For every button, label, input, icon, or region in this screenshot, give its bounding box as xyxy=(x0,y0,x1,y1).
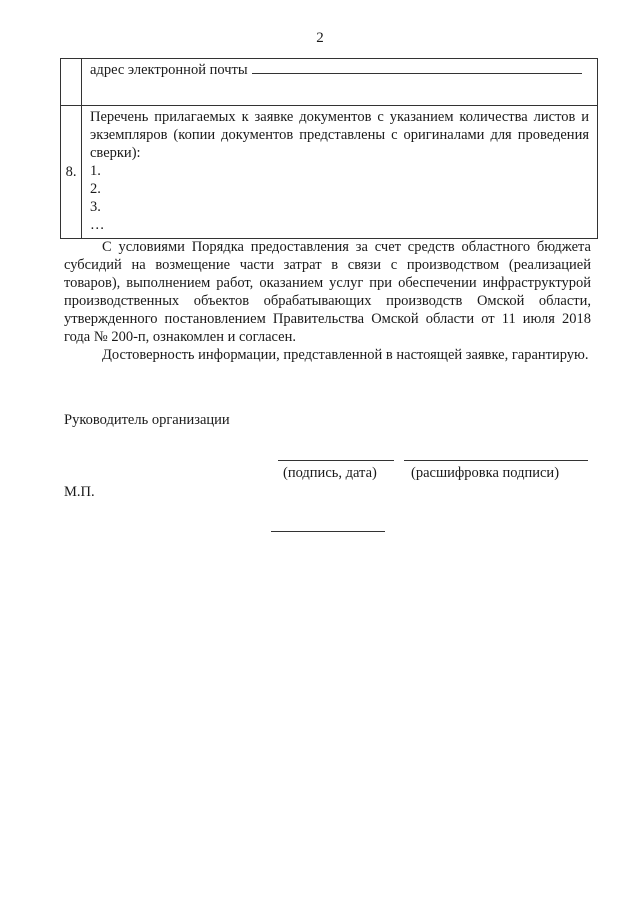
documents-row xyxy=(61,106,598,239)
row-number-cell xyxy=(61,59,82,106)
stamp-label: М.П. xyxy=(64,484,95,500)
consent-text: С условиями Порядка предоставления за счет средств областного бюджета субсидий на возмещение части затрат в связи с производством (реализацией товаров), выполнением работ, оказанием услуг при обеспечении инфраструктурой производственных объектов обрабатывающих производств Омской области, утвержденного постановлением Правительства Омской области от 11 июля 2018 года № 200-п, ознакомлен и согласен. xyxy=(64,239,591,345)
row-number-8: 8. xyxy=(61,106,82,239)
decoding-line xyxy=(404,460,588,461)
email-fill-line xyxy=(252,61,582,74)
head-of-organization-label: Руководитель организации xyxy=(64,412,230,428)
page-number: 2 xyxy=(316,30,324,46)
decoding-caption: (расшифровка подписи) xyxy=(411,465,560,481)
documents-description: Перечень прилагаемых к заявке документов с указанием количества листов и экземпляров (копии документов представлены с оригиналами для проведения сверки): xyxy=(90,109,589,161)
email-row xyxy=(61,59,598,106)
application-table xyxy=(60,58,598,239)
signature-caption: (подпись, дата) xyxy=(283,465,377,481)
guarantee-paragraph xyxy=(64,346,591,364)
email-label: адрес электронной почты xyxy=(90,62,248,78)
document-item-more: … xyxy=(90,217,105,233)
email-cell xyxy=(82,59,598,106)
document-item-3: 3. xyxy=(90,199,101,215)
end-separator-line xyxy=(271,531,385,532)
consent-paragraph xyxy=(64,238,591,346)
documents-cell xyxy=(82,106,598,239)
signature-line xyxy=(278,460,394,461)
guarantee-text: Достоверность информации, представленной в настоящей заявке, гарантирую. xyxy=(102,347,589,363)
document-item-2: 2. xyxy=(90,181,101,197)
document-item-1: 1. xyxy=(90,163,101,179)
